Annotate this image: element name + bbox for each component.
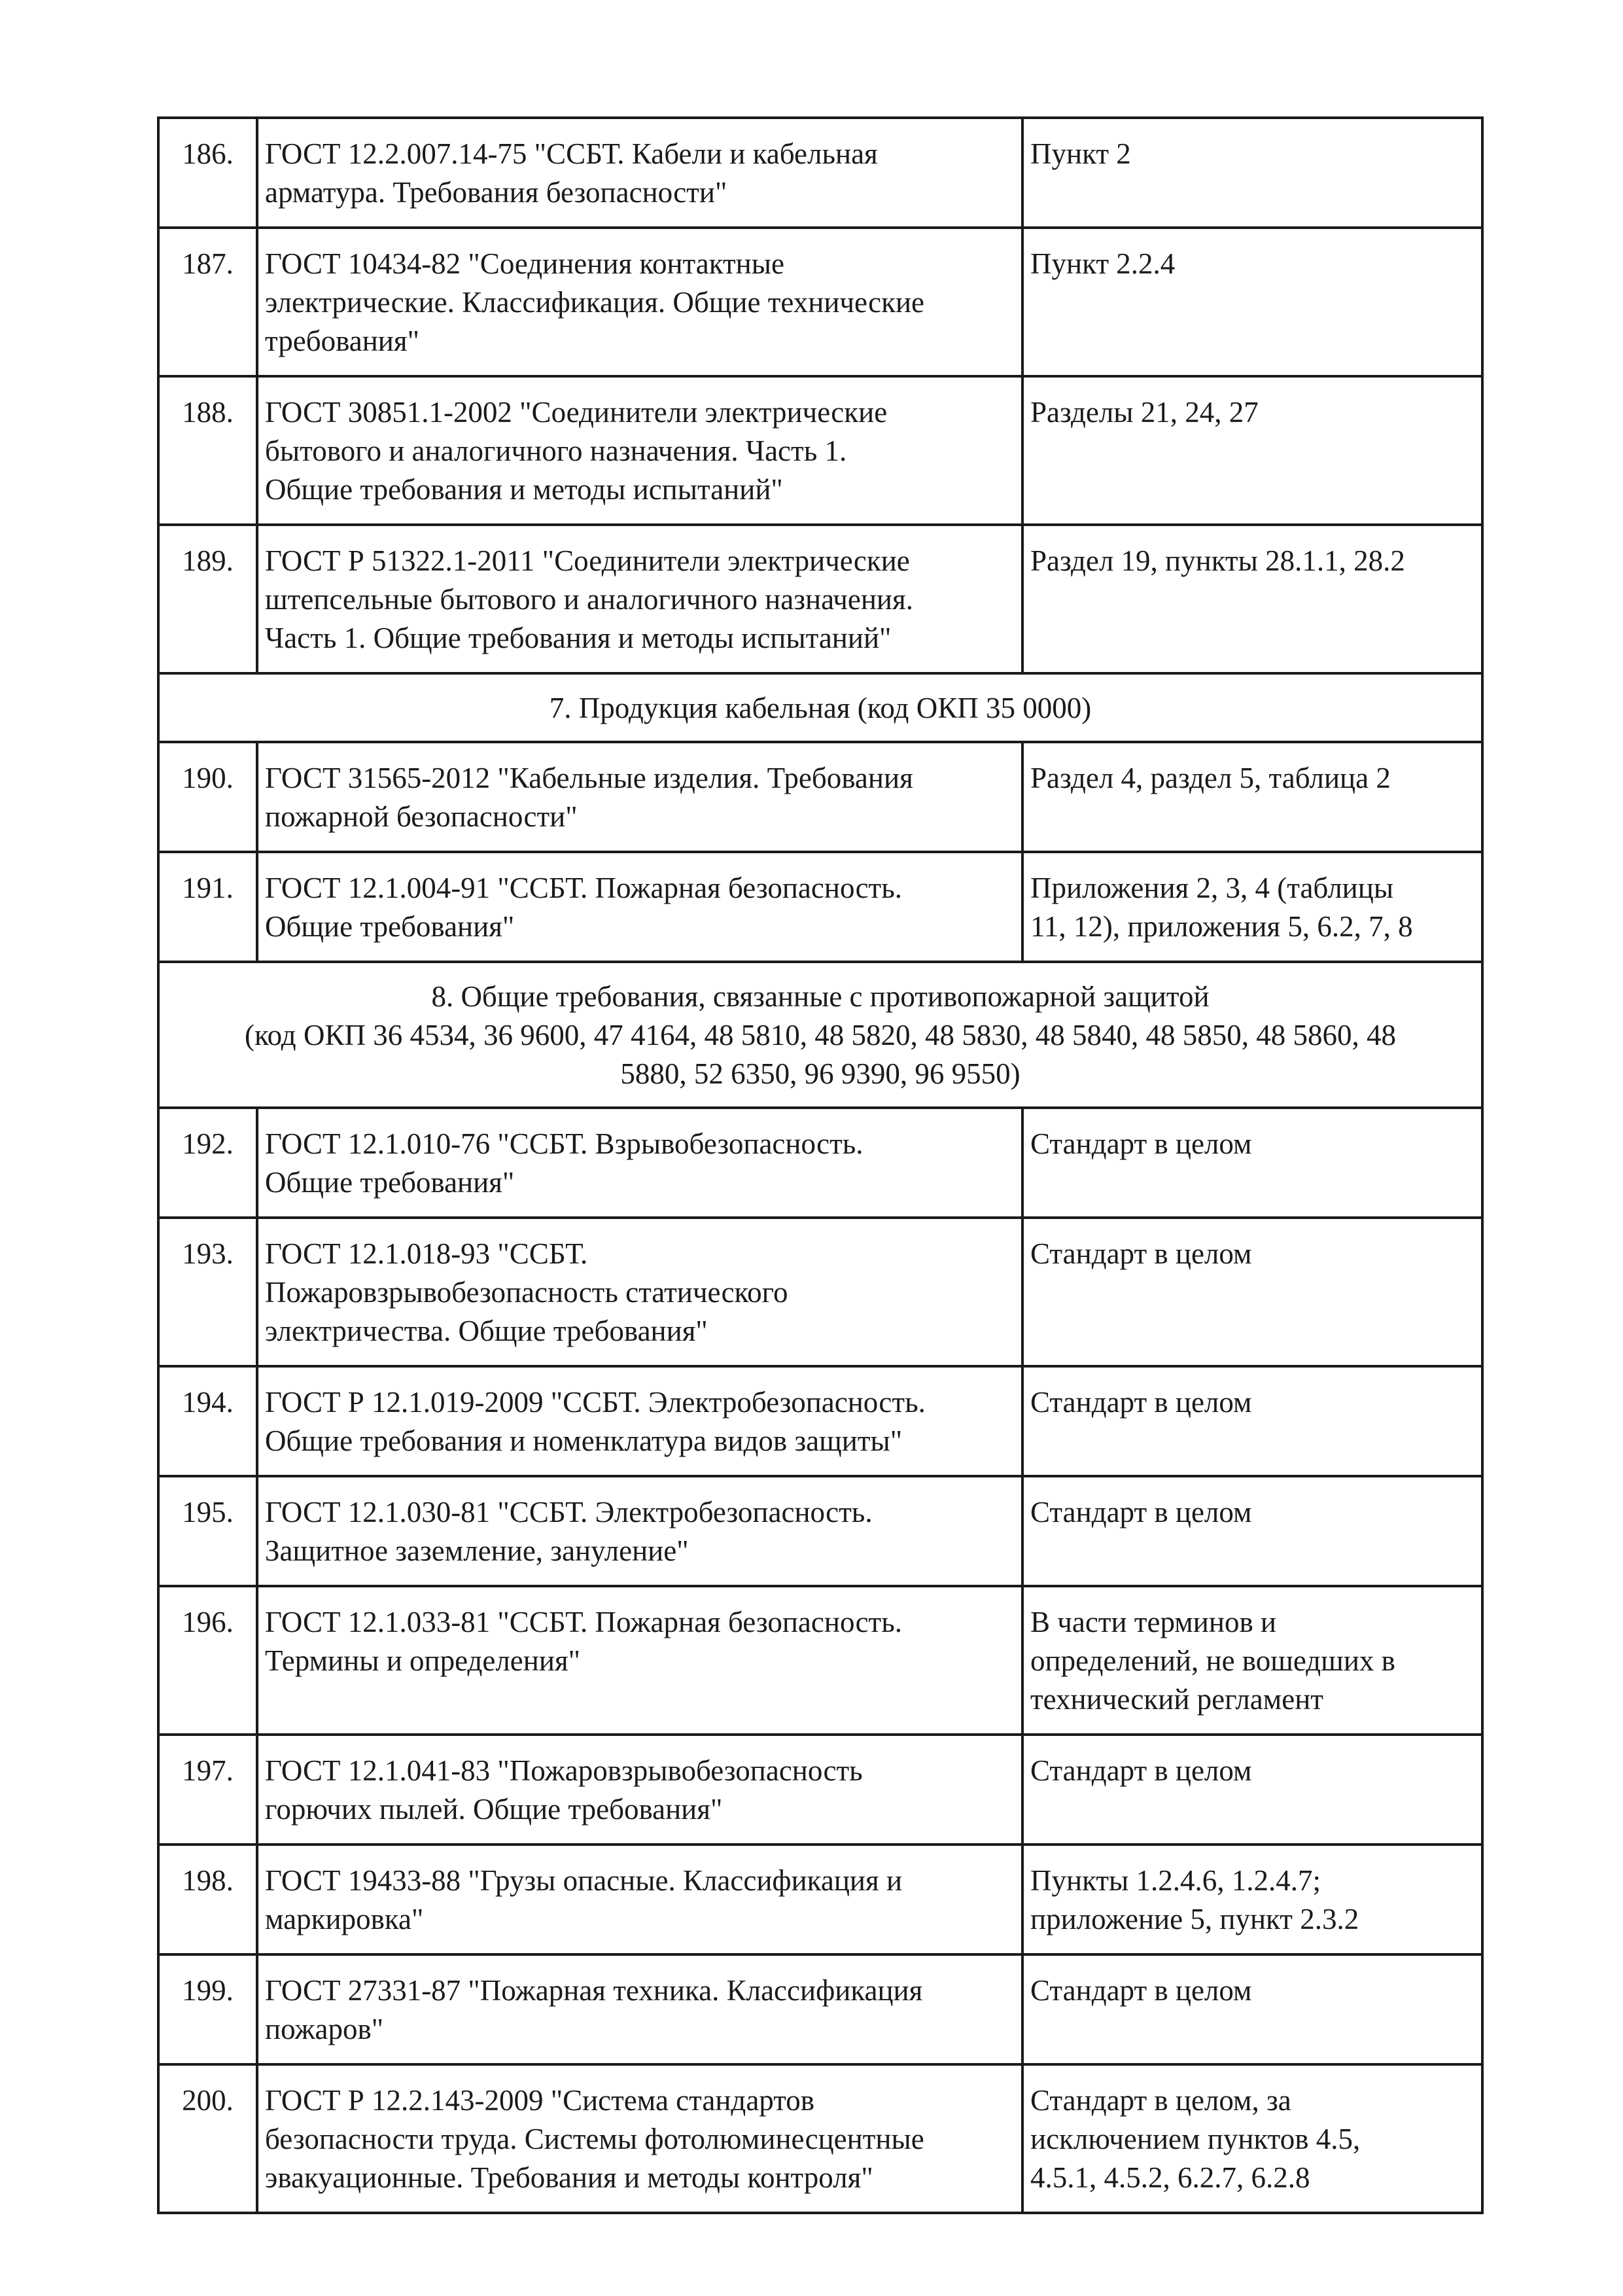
text-line: требования" xyxy=(265,325,419,357)
table-row xyxy=(158,1954,1482,2064)
standards-table xyxy=(157,116,1484,2214)
text-line: Защитное заземление, зануление" xyxy=(265,1534,689,1567)
text-line: ГОСТ 31565-2012 "Кабельные изделия. Требования xyxy=(265,762,913,794)
text-line: ГОСТ 30851.1-2002 "Соединители электрические xyxy=(265,396,888,429)
standard-name xyxy=(257,1586,1022,1735)
text-line: Общие требования" xyxy=(265,910,515,943)
standard-name xyxy=(257,1218,1022,1366)
applicable-clauses xyxy=(1022,852,1482,962)
applicable-clauses xyxy=(1022,228,1482,376)
standard-name xyxy=(257,1954,1022,2064)
text-line: Стандарт в целом xyxy=(1030,1237,1252,1270)
row-number: 197. xyxy=(158,1735,257,1845)
table-row xyxy=(158,118,1482,228)
row-number: 193. xyxy=(158,1218,257,1366)
row-number: 186. xyxy=(158,118,257,228)
text-line: ГОСТ 12.1.041-83 "Пожаровзрывобезопасность xyxy=(265,1754,863,1787)
row-number: 200. xyxy=(158,2064,257,2213)
text-line: 7. Продукция кабельная (код ОКП 35 0000) xyxy=(549,692,1092,724)
text-line: Общие требования и номенклатура видов защиты" xyxy=(265,1424,903,1457)
standard-name xyxy=(257,1845,1022,1954)
row-number: 191. xyxy=(158,852,257,962)
applicable-clauses xyxy=(1022,118,1482,228)
standard-name xyxy=(257,1476,1022,1586)
text-line: Стандарт в целом xyxy=(1030,1127,1252,1160)
applicable-clauses xyxy=(1022,1845,1482,1954)
text-line: Общие требования и методы испытаний" xyxy=(265,473,783,506)
standard-name xyxy=(257,1366,1022,1476)
standards-table-body xyxy=(158,118,1482,2213)
text-line: ГОСТ 12.2.007.14-75 "ССБТ. Кабели и кабельная xyxy=(265,137,878,170)
row-number: 192. xyxy=(158,1108,257,1218)
standard-name xyxy=(257,118,1022,228)
row-number: 196. xyxy=(158,1586,257,1735)
applicable-clauses xyxy=(1022,1586,1482,1735)
row-number: 188. xyxy=(158,376,257,525)
text-line: исключением пунктов 4.5, xyxy=(1030,2123,1361,2155)
standard-name xyxy=(257,852,1022,962)
text-line: Раздел 4, раздел 5, таблица 2 xyxy=(1030,762,1391,794)
standard-name xyxy=(257,525,1022,673)
table-row xyxy=(158,1108,1482,1218)
applicable-clauses xyxy=(1022,2064,1482,2213)
text-line: Стандарт в целом, за xyxy=(1030,2084,1291,2117)
row-number: 189. xyxy=(158,525,257,673)
text-line: ГОСТ 12.1.010-76 "ССБТ. Взрывобезопасность. xyxy=(265,1127,864,1160)
text-line: пожарной безопасности" xyxy=(265,800,578,833)
text-line: бытового и аналогичного назначения. Часть 1. xyxy=(265,434,847,467)
applicable-clauses xyxy=(1022,742,1482,852)
text-line: Приложения 2, 3, 4 (таблицы xyxy=(1030,872,1394,904)
text-line: приложение 5, пункт 2.3.2 xyxy=(1030,1903,1359,1935)
text-line: (код ОКП 36 4534, 36 9600, 47 4164, 48 5810, 48 5820, 48 5830, 48 5840, 48 5850, 48 5860, 48 xyxy=(245,1019,1396,1051)
row-number: 199. xyxy=(158,1954,257,2064)
text-line: пожаров" xyxy=(265,2013,384,2045)
table-row xyxy=(158,1845,1482,1954)
section-header-row xyxy=(158,673,1482,742)
text-line: 8. Общие требования, связанные с противопожарной защитой xyxy=(431,980,1210,1013)
text-line: Стандарт в целом xyxy=(1030,1974,1252,2007)
applicable-clauses xyxy=(1022,1476,1482,1586)
section-title xyxy=(158,962,1482,1108)
table-row xyxy=(158,852,1482,962)
text-line: ГОСТ 19433-88 "Грузы опасные. Классификация и xyxy=(265,1864,903,1897)
text-line: ГОСТ Р 12.2.143-2009 "Система стандартов xyxy=(265,2084,815,2117)
text-line: технический регламент xyxy=(1030,1683,1323,1716)
text-line: Пожаровзрывобезопасность статического xyxy=(265,1276,788,1309)
standard-name xyxy=(257,742,1022,852)
text-line: ГОСТ Р 12.1.019-2009 "ССБТ. Электробезопасность. xyxy=(265,1386,926,1419)
table-row xyxy=(158,742,1482,852)
applicable-clauses xyxy=(1022,1366,1482,1476)
row-number: 195. xyxy=(158,1476,257,1586)
standard-name xyxy=(257,2064,1022,2213)
text-line: Стандарт в целом xyxy=(1030,1386,1252,1419)
text-line: Стандарт в целом xyxy=(1030,1754,1252,1787)
text-line: электричества. Общие требования" xyxy=(265,1315,708,1347)
text-line: арматура. Требования безопасности" xyxy=(265,176,727,209)
applicable-clauses xyxy=(1022,1108,1482,1218)
row-number: 190. xyxy=(158,742,257,852)
text-line: определений, не вошедших в xyxy=(1030,1644,1395,1677)
row-number: 194. xyxy=(158,1366,257,1476)
text-line: ГОСТ 12.1.004-91 "ССБТ. Пожарная безопасность. xyxy=(265,872,902,904)
text-line: 11, 12), приложения 5, 6.2, 7, 8 xyxy=(1030,910,1413,943)
text-line: 4.5.1, 4.5.2, 6.2.7, 6.2.8 xyxy=(1030,2161,1310,2194)
table-row xyxy=(158,1218,1482,1366)
section-title xyxy=(158,673,1482,742)
standard-name xyxy=(257,1735,1022,1845)
text-line: штепсельные бытового и аналогичного назначения. xyxy=(265,583,913,616)
applicable-clauses xyxy=(1022,1218,1482,1366)
applicable-clauses xyxy=(1022,525,1482,673)
applicable-clauses xyxy=(1022,1735,1482,1845)
text-line: эвакуационные. Требования и методы контроля" xyxy=(265,2161,873,2194)
applicable-clauses xyxy=(1022,1954,1482,2064)
text-line: 5880, 52 6350, 96 9390, 96 9550) xyxy=(620,1057,1021,1090)
table-row xyxy=(158,1366,1482,1476)
text-line: горючих пылей. Общие требования" xyxy=(265,1793,723,1826)
text-line: безопасности труда. Системы фотолюминесцентные xyxy=(265,2123,924,2155)
text-line: электрические. Классификация. Общие технические xyxy=(265,286,925,319)
text-line: Разделы 21, 24, 27 xyxy=(1030,396,1259,429)
text-line: Общие требования" xyxy=(265,1166,515,1199)
text-line: ГОСТ 12.1.033-81 "ССБТ. Пожарная безопасность. xyxy=(265,1606,902,1638)
applicable-clauses xyxy=(1022,376,1482,525)
table-row xyxy=(158,1735,1482,1845)
text-line: маркировка" xyxy=(265,1903,424,1935)
table-row xyxy=(158,1586,1482,1735)
text-line: Пункт 2 xyxy=(1030,137,1131,170)
text-line: Часть 1. Общие требования и методы испытаний" xyxy=(265,622,892,654)
text-line: ГОСТ 12.1.030-81 "ССБТ. Электробезопасность. xyxy=(265,1496,873,1528)
standard-name xyxy=(257,228,1022,376)
text-line: В части терминов и xyxy=(1030,1606,1277,1638)
standard-name xyxy=(257,376,1022,525)
text-line: ГОСТ 12.1.018-93 "ССБТ. xyxy=(265,1237,588,1270)
row-number: 187. xyxy=(158,228,257,376)
table-row xyxy=(158,2064,1482,2213)
text-line: ГОСТ 27331-87 "Пожарная техника. Классификация xyxy=(265,1974,923,2007)
row-number: 198. xyxy=(158,1845,257,1954)
section-header-row xyxy=(158,962,1482,1108)
text-line: Пункты 1.2.4.6, 1.2.4.7; xyxy=(1030,1864,1321,1897)
text-line: Стандарт в целом xyxy=(1030,1496,1252,1528)
standard-name xyxy=(257,1108,1022,1218)
text-line: ГОСТ 10434-82 "Соединения контактные xyxy=(265,247,784,280)
table-row xyxy=(158,525,1482,673)
text-line: Термины и определения" xyxy=(265,1644,581,1677)
table-row xyxy=(158,1476,1482,1586)
text-line: ГОСТ Р 51322.1-2011 "Соединители электрические xyxy=(265,544,910,577)
text-line: Пункт 2.2.4 xyxy=(1030,247,1176,280)
text-line: Раздел 19, пункты 28.1.1, 28.2 xyxy=(1030,544,1405,577)
table-row xyxy=(158,228,1482,376)
table-row xyxy=(158,376,1482,525)
